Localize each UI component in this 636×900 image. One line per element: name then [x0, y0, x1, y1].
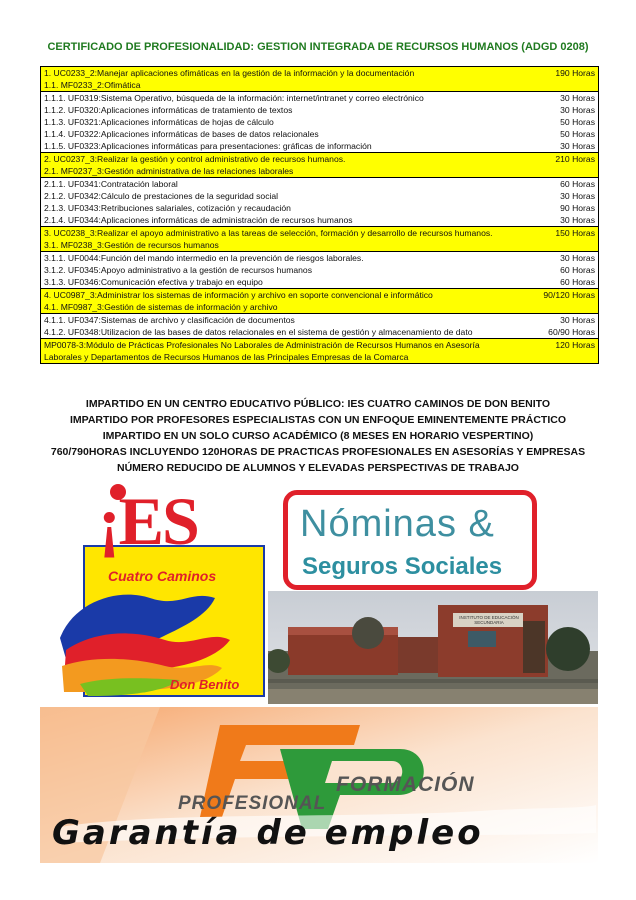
- table-row: [41, 116, 599, 128]
- row-text: 1.1.1. UF0319:Sistema Operativo, búsqueda de la información: internet/intranet y correo electrónico: [41, 92, 523, 105]
- table-row: [41, 326, 599, 339]
- row-text: 3.1.3. UF0346:Comunicación efectiva y trabajo en equipo: [41, 276, 523, 289]
- row-hours: 190 Horas: [522, 67, 599, 80]
- table-row: [41, 227, 599, 240]
- school-photo-graphic: [268, 591, 598, 704]
- table-row: [41, 314, 599, 327]
- row-text: Laborales y Departamentos de Recursos Humanos de las Principales Empresas de la Comarca: [41, 351, 523, 364]
- table-row: [41, 104, 599, 116]
- ies-logo: [40, 480, 270, 700]
- row-hours: 210 Horas: [522, 153, 599, 166]
- table-row: [41, 178, 599, 191]
- info-line: IMPARTIDO POR PROFESORES ESPECIALISTAS CON UN ENFOQUE EMINENTEMENTE PRÁCTICO: [69, 414, 567, 426]
- table-row: [41, 202, 599, 214]
- row-hours: 90/120 Horas: [522, 289, 599, 302]
- row-hours: [522, 351, 599, 364]
- row-text: 2.1. MF0237_3:Gestión administrativa de las relaciones laborales: [41, 165, 523, 178]
- table-row: [41, 351, 599, 364]
- table-row: [41, 190, 599, 202]
- table-row: [41, 79, 599, 92]
- row-hours: 30 Horas: [522, 190, 599, 202]
- ies-logo-line1: Cuatro Caminos: [108, 568, 217, 584]
- row-text: 2.1.1. UF0341:Contratación laboral: [41, 178, 523, 191]
- ies-logo-letters: [98, 483, 198, 559]
- row-text: 2. UC0237_3:Realizar la gestión y control administrativo de recursos humanos.: [41, 153, 523, 166]
- row-text: 3. UC0238_3:Realizar el apoyo administrativo a las tareas de selección, formación y desarrollo de recursos humanos.: [41, 227, 523, 240]
- nominas-line2: Seguros Sociales: [302, 553, 503, 580]
- info-line: IMPARTIDO EN UN CENTRO EDUCATIVO PÚBLICO: IES CUATRO CAMINOS DE DON BENITO: [85, 398, 551, 410]
- info-line: 760/790HORAS INCLUYENDO 120HORAS DE PRACTICAS PROFESIONALES EN ASESORÍAS Y EMPRESAS: [50, 446, 586, 458]
- nominas-logo: [283, 490, 537, 590]
- row-hours: [522, 301, 599, 314]
- fp-line2: PROFESIONAL: [178, 793, 327, 814]
- row-hours: [522, 239, 599, 252]
- row-text: 1.1.5. UF0323:Aplicaciones informáticas para presentaciones: gráficas de información: [41, 140, 523, 153]
- row-hours: 150 Horas: [522, 227, 599, 240]
- table-row: [41, 289, 599, 302]
- table-row: [41, 276, 599, 289]
- row-hours: [522, 79, 599, 92]
- row-text: 1.1. MF0233_2:Ofimática: [41, 79, 523, 92]
- table-row: [41, 128, 599, 140]
- school-sign: INSTITUTO DE EDUCACIÓN SECUNDARIA: [459, 615, 519, 625]
- row-text: 1. UC0233_2:Manejar aplicaciones ofimáticas en la gestión de la información y la documentación: [41, 67, 523, 80]
- row-hours: 120 Horas: [522, 339, 599, 352]
- table-row: [41, 264, 599, 276]
- row-hours: 30 Horas: [522, 140, 599, 153]
- row-hours: 30 Horas: [522, 92, 599, 105]
- row-hours: 30 Horas: [522, 314, 599, 327]
- table-row: [41, 140, 599, 153]
- row-text: 1.1.3. UF0321:Aplicaciones informáticas de hojas de cálculo: [41, 116, 523, 128]
- row-text: MP0078-3:Módulo de Prácticas Profesionales No Laborales de Administración de Recursos Humanos en Asesoría: [41, 339, 523, 352]
- row-hours: 90 Horas: [522, 202, 599, 214]
- row-text: 1.1.2. UF0320:Aplicaciones informáticas de tratamiento de textos: [41, 104, 523, 116]
- course-table: [40, 66, 599, 364]
- table-row: [41, 153, 599, 166]
- row-text: 4.1. MF0987_3:Gestión de sistemas de información y archivo: [41, 301, 523, 314]
- ies-logo-letters-text: ¡ES: [98, 483, 198, 559]
- table-row: [41, 92, 599, 105]
- row-hours: 60 Horas: [522, 276, 599, 289]
- row-hours: 60/90 Horas: [522, 326, 599, 339]
- row-hours: 30 Horas: [522, 104, 599, 116]
- fp-line1: FORMACIÓN: [336, 773, 475, 796]
- table-row: [41, 214, 599, 227]
- table-row: [41, 165, 599, 178]
- row-text: 4.1.2. UF0348:Utilizacion de las bases de datos relacionales en el sistema de gestión y almacenamiento de dato: [41, 326, 523, 339]
- row-hours: 60 Horas: [522, 178, 599, 191]
- row-text: 2.1.4. UF0344:Aplicaciones informáticas de administración de recursos humanos: [41, 214, 523, 227]
- row-text: 3.1. MF0238_3:Gestión de recursos humanos: [41, 239, 523, 252]
- fp-slogan: Garantía de empleo: [52, 813, 484, 853]
- row-hours: 60 Horas: [522, 264, 599, 276]
- row-hours: 30 Horas: [522, 214, 599, 227]
- row-hours: 50 Horas: [522, 128, 599, 140]
- row-text: 4. UC0987_3:Administrar los sistemas de información y archivo en soporte convencional e informático: [41, 289, 523, 302]
- row-hours: 30 Horas: [522, 252, 599, 265]
- fp-banner: [40, 707, 598, 863]
- table-row: [41, 239, 599, 252]
- row-hours: 50 Horas: [522, 116, 599, 128]
- document-title: CERTIFICADO DE PROFESIONALIDAD: GESTION INTEGRADA DE RECURSOS HUMANOS (ADGD 0208): [47, 41, 589, 53]
- row-text: 3.1.1. UF0044:Función del mando intermedio en la prevención de riesgos laborales.: [41, 252, 523, 265]
- info-line: NÚMERO REDUCIDO DE ALUMNOS Y ELEVADAS PERSPECTIVAS DE TRABAJO: [117, 462, 519, 474]
- table-row: [41, 301, 599, 314]
- row-text: 2.1.3. UF0343:Retribuciones salariales, cotización y recaudación: [41, 202, 523, 214]
- row-text: 3.1.2. UF0345:Apoyo administrativo a la gestión de recursos humanos: [41, 264, 523, 276]
- nominas-line1: Nóminas &: [300, 503, 495, 545]
- row-hours: [522, 165, 599, 178]
- ies-logo-line2: Don Benito: [170, 677, 240, 692]
- row-text: 4.1.1. UF0347:Sistemas de archivo y clasificación de documentos: [41, 314, 523, 327]
- table-row: [41, 67, 599, 80]
- table-row: [41, 339, 599, 352]
- row-text: 1.1.4. UF0322:Aplicaciones informáticas de bases de datos relacionales: [41, 128, 523, 140]
- table-row: [41, 252, 599, 265]
- school-photo: [268, 591, 598, 704]
- row-text: 2.1.2. UF0342:Cálculo de prestaciones de la seguridad social: [41, 190, 523, 202]
- info-line: IMPARTIDO EN UN SOLO CURSO ACADÉMICO (8 MESES EN HORARIO VESPERTINO): [102, 430, 534, 442]
